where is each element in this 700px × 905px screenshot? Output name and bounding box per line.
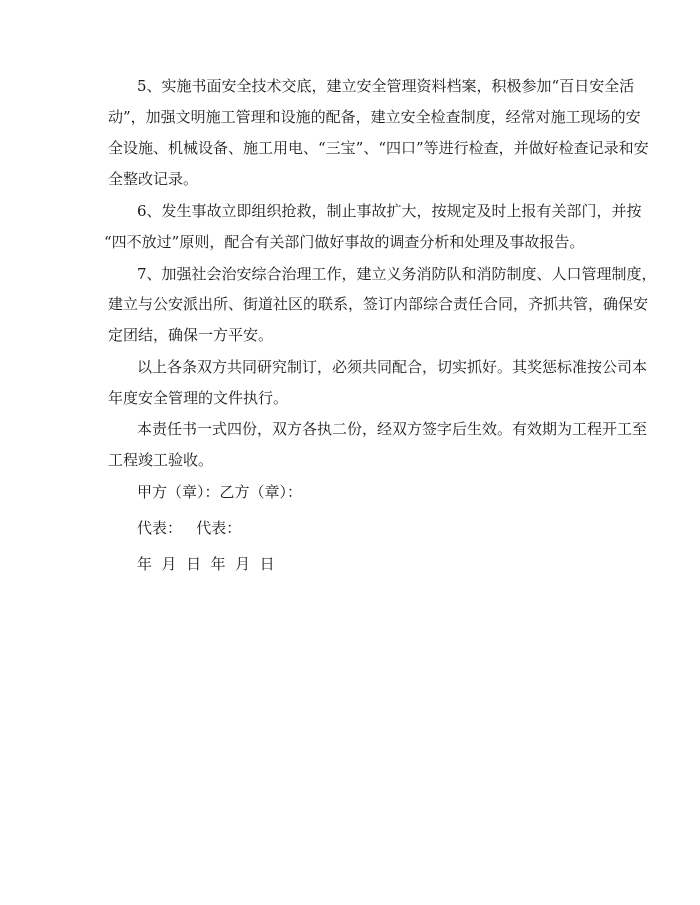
paragraph-line: 全整改记录。 bbox=[108, 170, 199, 188]
paragraph-line: 全设施、机械设备、施工用电、“三宝”、“四口”等进行检查，并做好检查记录和安 bbox=[108, 139, 649, 157]
paragraph-line: 年度安全管理的文件执行。 bbox=[108, 389, 289, 407]
paragraph-line: 6、发生事故立即组织抢救，制止事故扩大，按规定及时上报有关部门，并按 bbox=[137, 202, 642, 220]
signature-representatives: 代表： 代表： bbox=[137, 519, 242, 537]
signature-dates: 年 月 日 年 月 日 bbox=[137, 555, 275, 573]
paragraph-line: 建立与公安派出所、街道社区的联系，签订内部综合责任合同，齐抓共管，确保安 bbox=[108, 295, 649, 313]
signature-parties: 甲方（章）：乙方（章）： bbox=[137, 483, 303, 501]
paragraph-line: 工程竣工验收。 bbox=[108, 451, 214, 469]
paragraph-line: 以上各条双方共同研究制订，必须共同配合，切实抓好。其奖惩标准按公司本 bbox=[137, 358, 648, 376]
paragraph-line: 7、加强社会治安综合治理工作，建立义务消防队和消防制度、人口管理制度， bbox=[137, 265, 657, 283]
paragraph-line: 动”，加强文明施工管理和设施的配备，建立安全检查制度，经常对施工现场的安 bbox=[108, 108, 641, 126]
paragraph-line: 5、实施书面安全技术交底，建立安全管理资料档案，积极参加“百日安全活 bbox=[137, 77, 635, 95]
paragraph-line: 定团结，确保一方平安。 bbox=[108, 326, 274, 344]
paragraph-line: 本责任书一式四份，双方各执二份，经双方签字后生效。有效期为工程开工至 bbox=[137, 420, 648, 438]
paragraph-line: “四不放过”原则，配合有关部门做好事故的调查分析和处理及事故报告。 bbox=[104, 233, 585, 251]
